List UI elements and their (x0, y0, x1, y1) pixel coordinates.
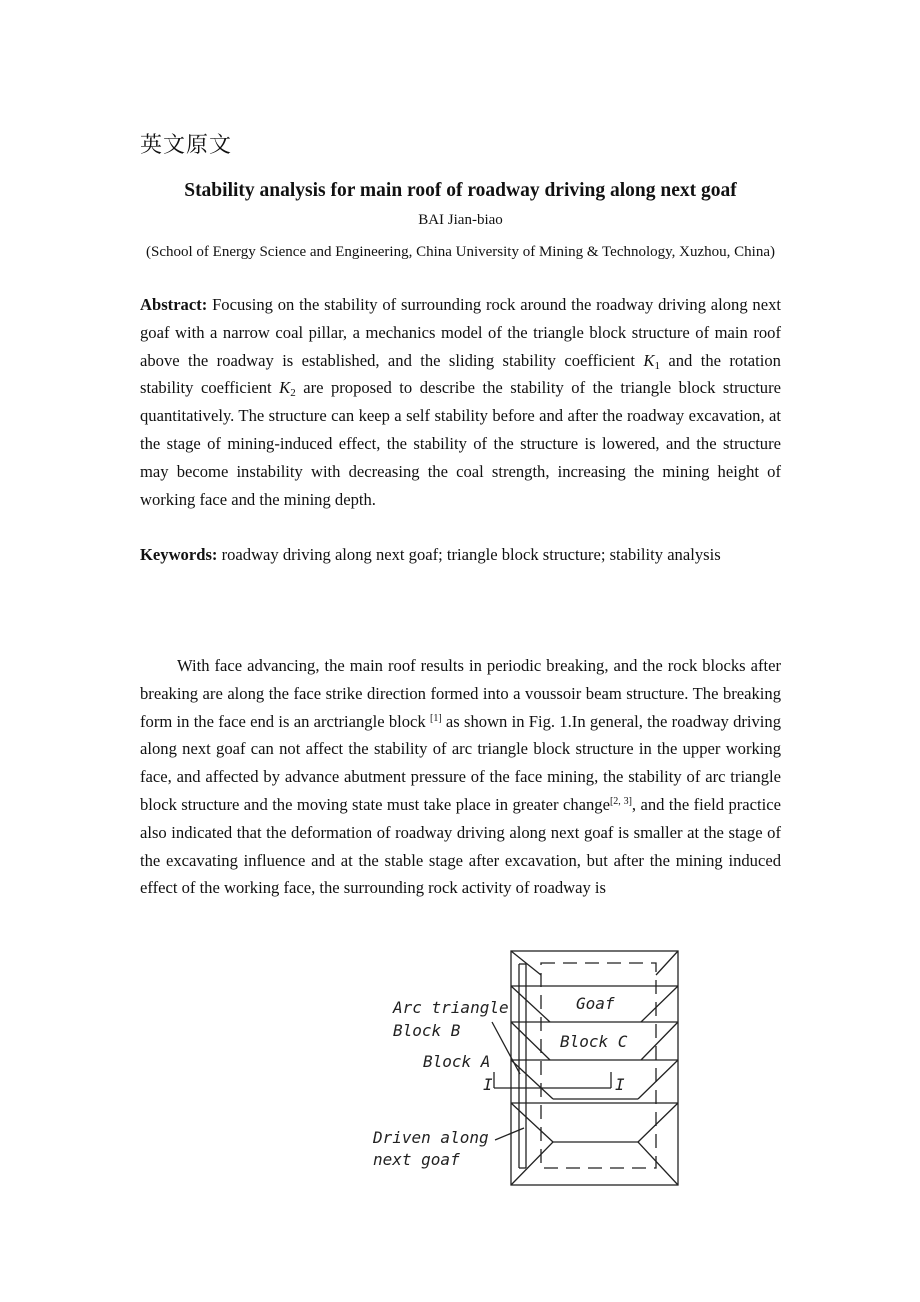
label-block-c: Block C (560, 1032, 628, 1051)
citation-2: [2, 3] (609, 795, 632, 807)
k1-subscript: 1 (654, 359, 660, 372)
label-driven-along: Driven along (373, 1128, 489, 1147)
keywords-label: Keywords: (140, 545, 218, 564)
body-text-3: , and the field practice also indicated that the deformation of roadway driving along next goaf is smaller at the stage of the excavating influence and at the stable stage after excavation, but after the mining induced effect of the working face, the surrounding rock activity of roadway is (140, 794, 781, 898)
section-heading: 英文原文 (140, 133, 233, 158)
label-block-a: Block A (423, 1052, 491, 1071)
label-section-right: I (615, 1075, 625, 1094)
leader-driven-roadway (495, 1128, 524, 1140)
label-goaf: Goaf (576, 994, 615, 1013)
abstract-label: Abstract: (140, 295, 208, 314)
paper-affiliation: (School of Energy Science and Engineering, China University of Mining & Technology, Xuzhou, China) (146, 244, 775, 260)
label-section-left: I (483, 1075, 493, 1094)
paper-author: BAI Jian-biao (418, 212, 503, 228)
k1-symbol: K (643, 350, 655, 370)
label-arc-triangle: Arc triangle (393, 998, 509, 1017)
paper-title: Stability analysis for main roof of roadway driving along next goaf (184, 180, 737, 201)
abstract-text-2: and the rotation stability coefficient (140, 350, 781, 398)
label-next-goaf: next goaf (373, 1150, 460, 1169)
k2-subscript: 2 (290, 387, 296, 400)
keywords-text: roadway driving along next goaf; triangle block structure; stability analysis (217, 545, 721, 564)
body-text-2: as shown in Fig. 1.In general, the roadway driving along next goaf can not affect the stability of arc triangle block structure in the upper working face, and affected by advance abutment pressure of the face mining, the stability of arc triangle block structure and the moving state must take place in greater change (140, 711, 782, 814)
label-block-b: Block B (393, 1021, 461, 1040)
citation-1: [1] (429, 712, 442, 724)
k2-symbol: K (279, 378, 291, 398)
leader-arc-triangle (492, 1022, 520, 1074)
abstract-text-3: are proposed to describe the stability of the triangle block structure quantitatively. The structure can keep a self stability before and after the roadway excavation, at the stage of mining-induced effect, the stability of the structure is lowered, and the structure may become instability with decreasing the coal strength, increasing the mining height of working face and the mining depth. (140, 378, 781, 509)
body-text-1: With face advancing, the main roof results in periodic breaking, and the rock blocks after breaking are along the face strike direction formed into a voussoir beam structure. The breaking form in the face end is an arctriangle block (140, 656, 781, 731)
abstract-text-1: Focusing on the stability of surrounding rock around the roadway driving along next goaf with a narrow coal pillar, a mechanics model of the triangle block structure of main roof above the roadway is established, and the sliding stability coefficient (140, 295, 781, 370)
